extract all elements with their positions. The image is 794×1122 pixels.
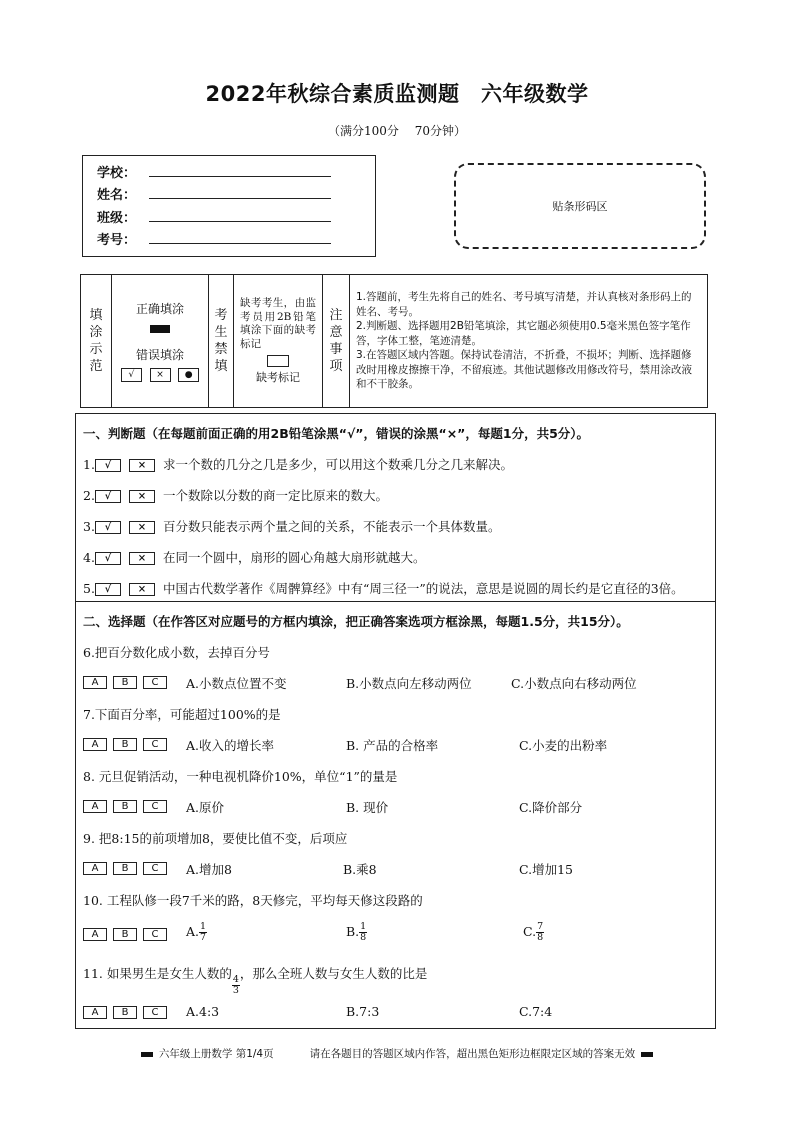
option-b-text: B. 现价 <box>346 800 389 815</box>
notes-content: 1.答题前，考生先将自己的姓名、考号填写清楚，并认真核对条形码上的姓名、考号。 2.判断题、选择题用2B铅笔填涂，其它题必须使用0.5毫米黑色签字笔作答，字体工整，笔迹清楚。 3.在答题区域内答题。保持试卷清洁，不折叠，不损坏；判断、选择题修改时用橡皮擦擦干净，不留痕迹。其他试题修改用修改符号，禁用涂改液和不干胶条。 <box>350 275 708 408</box>
choice-question-text: 8. 元旦促销活动，一种电视机降价10%，单位“1”的量是 <box>83 769 398 784</box>
choice-question-text: 7.下面百分率，可能超过100%的是 <box>83 707 281 722</box>
footer-note: 请在各题目的答题区域内作答，超出黑色矩形边框限定区域的答案无效 <box>309 1048 636 1060</box>
option-c-box[interactable]: C <box>143 676 167 689</box>
fraction: $\frac{7}{8}$ <box>537 921 544 943</box>
choice-answer-row <box>83 798 703 814</box>
option-c-text: C. $\frac{7}{8}$ <box>523 921 544 943</box>
false-box[interactable]: × <box>129 490 155 503</box>
option-a-box[interactable]: A <box>83 1006 107 1019</box>
option-a-box[interactable]: A <box>83 928 107 941</box>
fraction: $\frac{1}{7}$ <box>200 921 207 943</box>
option-c-text: C.小麦的出粉率 <box>519 738 608 753</box>
true-box[interactable]: √ <box>95 583 121 596</box>
absent-mark-box[interactable] <box>267 355 289 367</box>
exam-number-label: 考号： <box>97 233 137 248</box>
choice-question-text: 10. 工程队修一段7千米的路，8天修完，平均每天修这段路的 <box>83 893 423 908</box>
instruction-table <box>80 274 708 408</box>
choice-answer-row <box>83 736 703 752</box>
option-b-text: B.乘8 <box>343 862 377 877</box>
choice-question-text: 6.把百分数化成小数，去掉百分号 <box>83 645 270 660</box>
option-c-box[interactable]: C <box>143 800 167 813</box>
name-label: 姓名： <box>97 188 137 203</box>
tf-question: 5. √ × 中国古代数学著作《周髀算经》中有“周三径一”的说法，意思是说圆的周长约是它直径的3倍。 <box>83 581 684 596</box>
exam-number-field[interactable] <box>149 229 331 244</box>
option-a-text: A.小数点位置不变 <box>186 676 287 691</box>
section1-heading: 一、判断题（在每题前面正确的用2B铅笔涂黑“√”，错误的涂黑“×”，每题1分，共5分）。 <box>83 426 590 441</box>
fill-example-label: 填涂示范 <box>81 275 112 408</box>
option-c-box[interactable]: C <box>143 738 167 751</box>
option-b-text: B. $\frac{1}{8}$ <box>346 921 367 943</box>
tf-question: 1. √ × 求一个数的几分之几是多少，可以用这个数乘几分之几来解决。 <box>83 457 513 472</box>
barcode-area: 贴条形码区 <box>454 163 706 249</box>
choice-answer-row <box>83 921 703 950</box>
option-a-box[interactable]: A <box>83 862 107 875</box>
option-c-text: C.降价部分 <box>519 800 583 815</box>
wrong-check-mark: √ <box>121 368 142 382</box>
true-box[interactable]: √ <box>95 552 121 565</box>
fraction: $\frac{1}{8}$ <box>360 921 367 943</box>
option-a-text: A.原价 <box>186 800 225 815</box>
false-box[interactable]: × <box>129 459 155 472</box>
correct-fill-mark <box>150 325 170 333</box>
option-a-box[interactable]: A <box>83 800 107 813</box>
exam-duration: （满分100分 70分钟） <box>328 124 466 138</box>
tf-question: 2. √ × 一个数除以分数的商一定比原来的数大。 <box>83 488 388 503</box>
page-footer <box>0 1046 794 1061</box>
notes-label: 注意事项 <box>323 275 350 408</box>
option-a-text: A.收入的增长率 <box>186 738 275 753</box>
fraction: $\frac{4}{3}$ <box>232 974 239 996</box>
section-divider <box>75 601 716 602</box>
false-box[interactable]: × <box>129 583 155 596</box>
option-a-text: A.4:3 <box>186 1004 220 1019</box>
option-b-text: B.7:3 <box>346 1004 380 1019</box>
choice-question-text: 11. 如果男生是女生人数的 $\frac{4}{3}$ ，那么全班人数与女生人数的比是 <box>83 966 428 996</box>
choice-answer-row <box>83 1004 703 1020</box>
choice-answer-row <box>83 860 703 876</box>
option-c-box[interactable]: C <box>143 862 167 875</box>
true-box[interactable]: √ <box>95 490 121 503</box>
tf-question: 4. √ × 在同一个圆中，扇形的圆心角越大扇形就越大。 <box>83 550 426 565</box>
wrong-dot-mark: ● <box>178 368 199 382</box>
option-b-box[interactable]: B <box>113 800 137 813</box>
page-number: 六年级上册数学 第1/4页 <box>158 1048 274 1060</box>
option-c-text: C.增加15 <box>519 862 573 877</box>
examinee-forbidden-label: 考生禁填 <box>209 275 234 408</box>
class-field[interactable] <box>149 207 331 222</box>
option-c-box[interactable]: C <box>143 1006 167 1019</box>
false-box[interactable]: × <box>129 521 155 534</box>
fill-examples: 正确填涂 错误填涂 √ × ● <box>112 275 209 408</box>
absent-section: 缺考考生，由监考员用2B铅笔填涂下面的缺考标记 缺考标记 <box>234 275 323 408</box>
option-b-box[interactable]: B <box>113 862 137 875</box>
school-label: 学校： <box>97 166 137 181</box>
wrong-cross-mark: × <box>150 368 171 382</box>
option-b-box[interactable]: B <box>113 676 137 689</box>
option-c-text: C.小数点向右移动两位 <box>511 676 637 691</box>
class-label: 班级： <box>97 211 137 226</box>
option-b-text: B. 产品的合格率 <box>346 738 439 753</box>
school-field[interactable] <box>149 162 331 177</box>
choice-answer-row <box>83 674 703 690</box>
option-a-box[interactable]: A <box>83 738 107 751</box>
true-box[interactable]: √ <box>95 521 121 534</box>
option-b-box[interactable]: B <box>113 1006 137 1019</box>
page-title: 2022年秋综合素质监测题 六年级数学 <box>205 82 589 106</box>
footer-marker-right <box>641 1052 653 1057</box>
false-box[interactable]: × <box>129 552 155 565</box>
option-a-box[interactable]: A <box>83 676 107 689</box>
option-a-text: A.增加8 <box>186 862 232 877</box>
option-c-box[interactable]: C <box>143 928 167 941</box>
option-b-box[interactable]: B <box>113 928 137 941</box>
option-c-text: C.7:4 <box>519 1004 553 1019</box>
choice-question-text: 9. 把8:15的前项增加8，要使比值不变，后项应 <box>83 831 348 846</box>
option-a-text: A. $\frac{1}{7}$ <box>186 921 207 943</box>
name-field[interactable] <box>149 184 331 199</box>
section2-heading: 二、选择题（在作答区对应题号的方框内填涂，把正确答案选项方框涂黑，每题1.5分，共15分）。 <box>83 614 629 629</box>
true-box[interactable]: √ <box>95 459 121 472</box>
option-b-box[interactable]: B <box>113 738 137 751</box>
student-info-box <box>82 155 376 257</box>
footer-marker-left <box>141 1052 153 1057</box>
option-b-text: B.小数点向左移动两位 <box>346 676 472 691</box>
tf-question: 3. √ × 百分数只能表示两个量之间的关系，不能表示一个具体数量。 <box>83 519 501 534</box>
